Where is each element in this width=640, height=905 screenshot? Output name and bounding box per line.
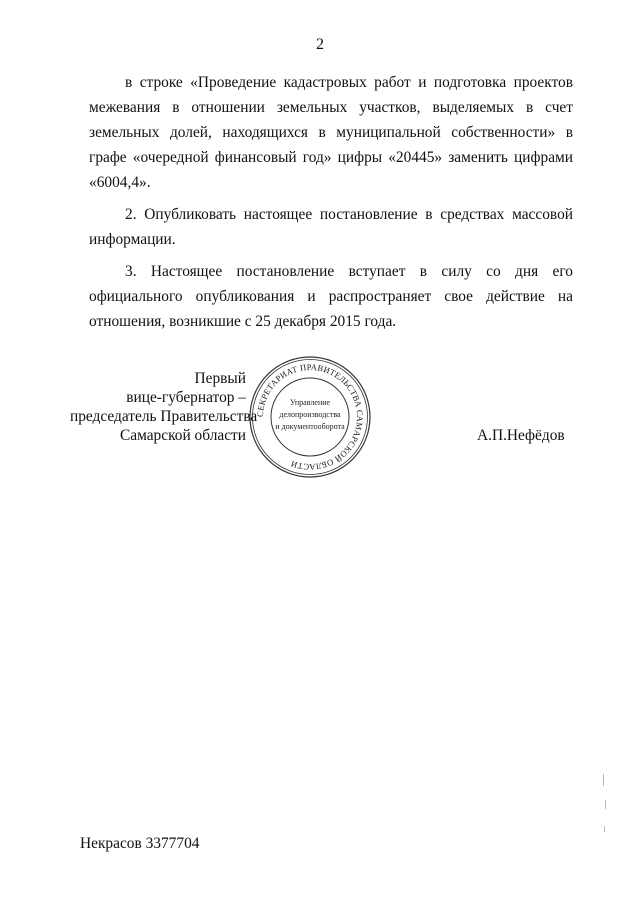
scan-speck xyxy=(604,826,605,832)
official-seal xyxy=(247,354,373,480)
signer-name: А.П.Нефёдов xyxy=(477,427,565,444)
signer-title-line: Самарской области xyxy=(119,427,246,444)
paragraph-publication: 2. Опубликовать настоящее постановление в средствах массовой информации. xyxy=(89,206,573,248)
scan-speck xyxy=(605,800,606,809)
signer-title-line: вице-губернатор – xyxy=(126,389,246,406)
scan-speck xyxy=(603,774,604,786)
paragraph-effective-date: 3. Настоящее постановление вступает в силу со дня его официального опубликования и распространяет свое действие на отношения, возникшие с 25 декабря 2015 года. xyxy=(89,263,573,330)
seal-center-line: и документооборота xyxy=(275,422,345,431)
document-body xyxy=(89,70,573,334)
seal-center-line: делопроизводства xyxy=(279,410,341,419)
signer-title-line: председатель Правительства xyxy=(70,408,258,425)
seal-ring-text: СЕКРЕТАРИАТ ПРАВИТЕЛЬСТВА САМАРСКОЙ ОБЛАСТИ xyxy=(254,361,366,473)
signer-title-line: Первый xyxy=(194,370,246,387)
page-number: 2 xyxy=(316,36,324,53)
signer-title xyxy=(70,369,258,445)
seal-center-line: Управление xyxy=(289,398,331,407)
executor-note: Некрасов 3377704 xyxy=(80,835,200,852)
paragraph-amendment: в строке «Проведение кадастровых работ и подготовка проектов межевания в отношении земельных участков, выделяемых в счет земельных долей, находящихся в муниципальной собственности» в графе «очередной финансовый год» цифры «20445» заменить цифрами «6004,4». xyxy=(89,74,573,191)
